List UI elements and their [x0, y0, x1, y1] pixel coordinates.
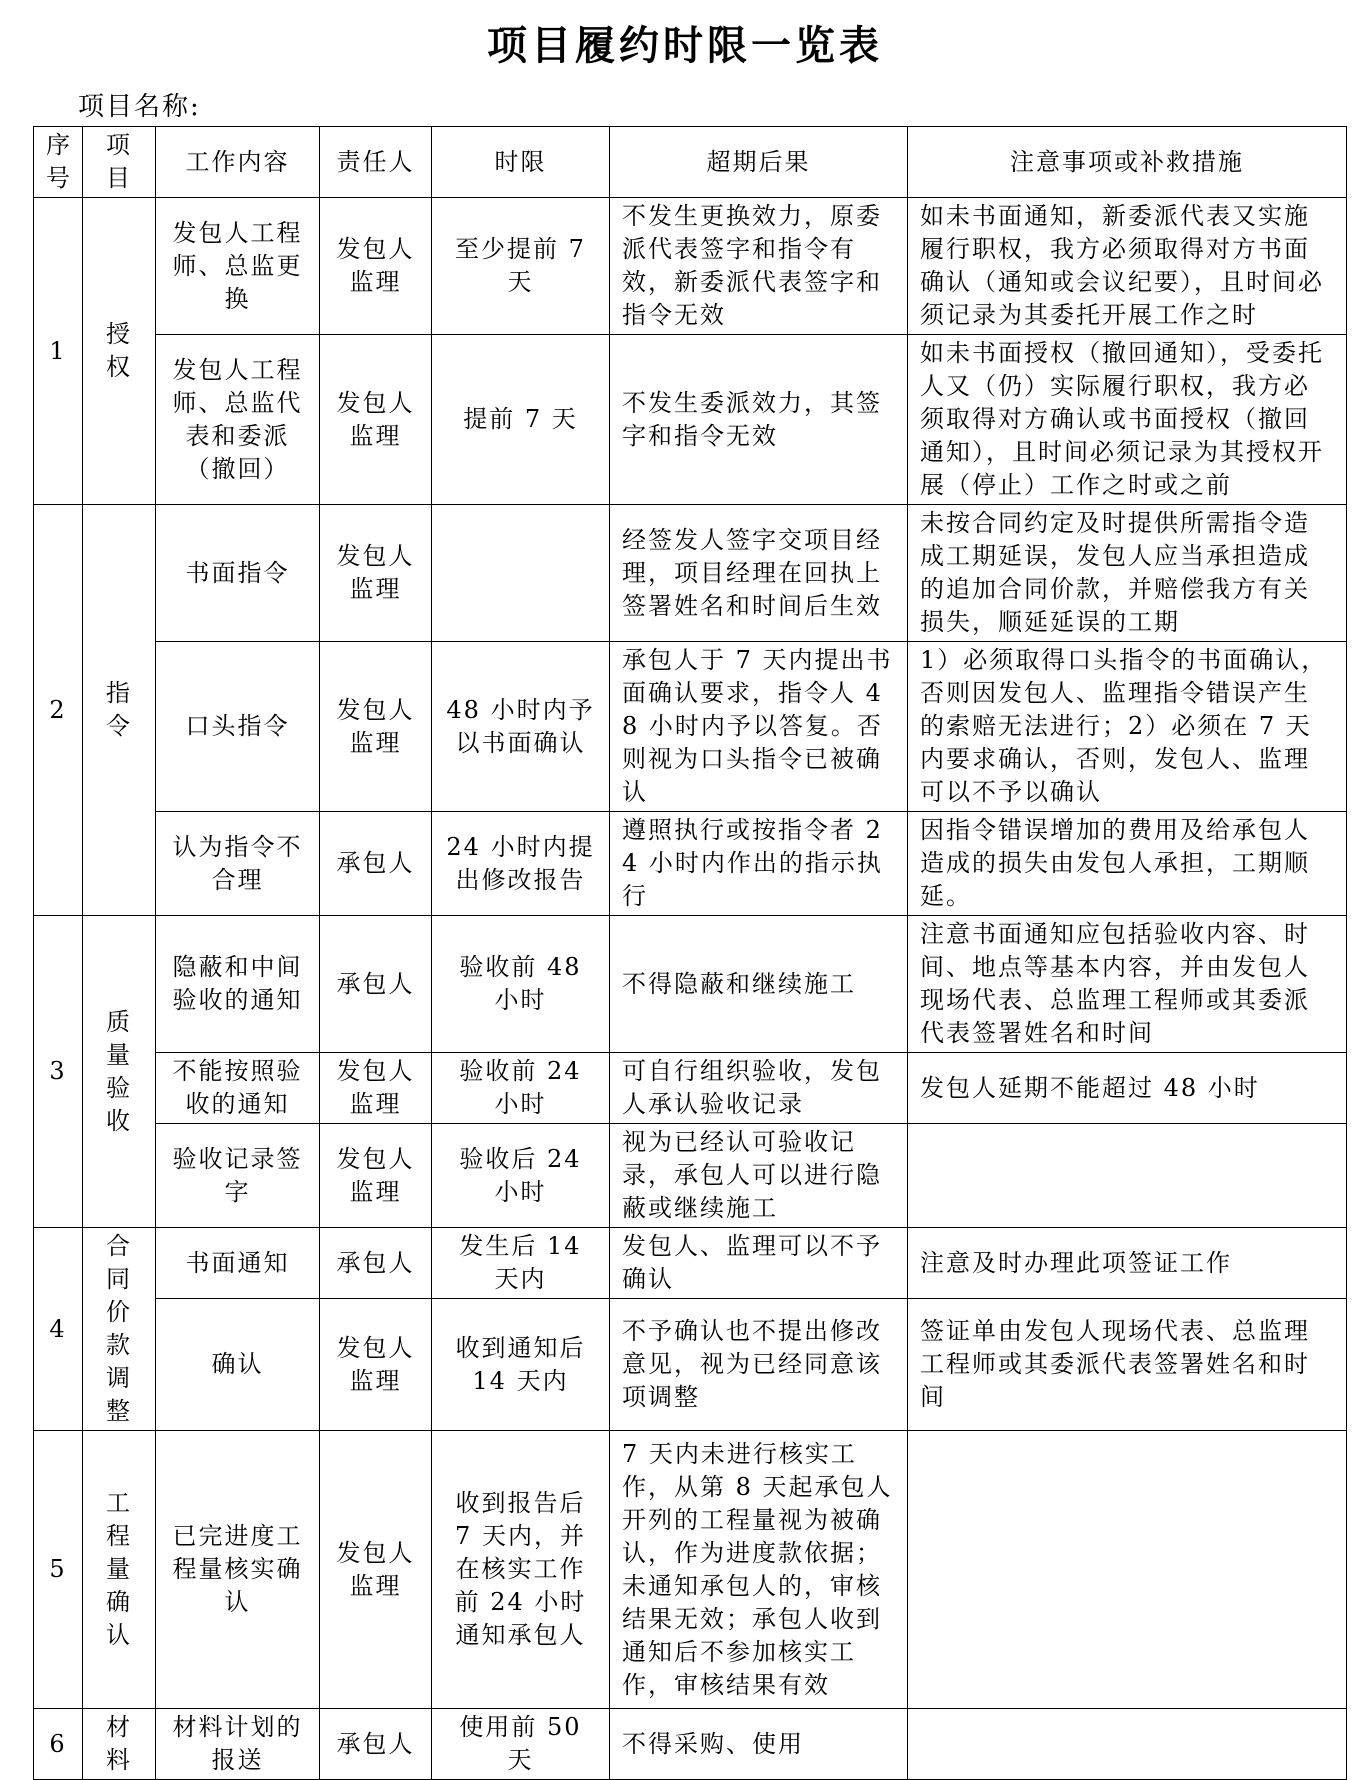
group-seq: 5 — [34, 1431, 83, 1709]
cell-notes: 未按合同约定及时提供所需指令造成工期延误，发包人应当承担造成的追加合同价款，并赔偿我方有关损失，顺延延误的工期 — [908, 505, 1347, 642]
cell-content: 确认 — [156, 1299, 320, 1431]
cell-time-limit: 提前 7 天 — [432, 335, 610, 505]
cell-content: 材料计划的报送 — [156, 1709, 320, 1780]
table-row — [34, 505, 1347, 642]
header-responsible: 责任人 — [320, 127, 432, 198]
cell-notes — [908, 1709, 1347, 1780]
group-seq: 4 — [34, 1228, 83, 1431]
cell-time-limit: 收到报告后 7 天内，并在核实工作前 24 小时通知承包人 — [432, 1431, 610, 1709]
table-row — [34, 1709, 1347, 1780]
cell-responsible: 发包人监理 — [320, 335, 432, 505]
table-row — [34, 1053, 1347, 1124]
group-seq: 6 — [34, 1709, 83, 1780]
cell-time-limit: 验收后 24 小时 — [432, 1124, 610, 1228]
cell-responsible: 发包人监理 — [320, 642, 432, 812]
group-project: 合同价款调整 — [83, 1228, 156, 1431]
header-content: 工作内容 — [156, 127, 320, 198]
table-row — [34, 335, 1347, 505]
table-row — [34, 916, 1347, 1053]
cell-notes — [908, 1431, 1347, 1709]
cell-overdue: 发包人、监理可以不予确认 — [610, 1228, 908, 1299]
cell-overdue: 可自行组织验收，发包人承认验收记录 — [610, 1053, 908, 1124]
cell-time-limit: 48 小时内予以书面确认 — [432, 642, 610, 812]
table-row — [34, 1431, 1347, 1709]
cell-time-limit: 验收前 24 小时 — [432, 1053, 610, 1124]
cell-content: 认为指令不合理 — [156, 812, 320, 916]
cell-notes: 因指令错误增加的费用及给承包人造成的损失由发包人承担，工期顺延。 — [908, 812, 1347, 916]
cell-responsible: 发包人监理 — [320, 198, 432, 335]
cell-responsible: 发包人监理 — [320, 1124, 432, 1228]
group-project: 授权 — [83, 198, 156, 505]
cell-notes: 如未书面通知，新委派代表又实施履行职权，我方必须取得对方书面确认（通知或会议纪要），且时间必须记录为其委托开展工作之时 — [908, 198, 1347, 335]
cell-responsible: 承包人 — [320, 916, 432, 1053]
cell-notes: 如未书面授权（撤回通知），受委托人又（仍）实际履行职权，我方必须取得对方确认或书面授权（撤回通知），且时间必须记录为其授权开展（停止）工作之时或之前 — [908, 335, 1347, 505]
table-row — [34, 198, 1347, 335]
cell-overdue: 遵照执行或按指令者 24 小时内作出的指示执行 — [610, 812, 908, 916]
table-row — [34, 642, 1347, 812]
cell-notes: 1）必须取得口头指令的书面确认，否则因发包人、监理指令错误产生的索赔无法进行；2）必须在 7 天内要求确认，否则，发包人、监理可以不予以确认 — [908, 642, 1347, 812]
cell-content: 隐蔽和中间验收的通知 — [156, 916, 320, 1053]
group-project: 材料 — [83, 1709, 156, 1780]
cell-responsible: 发包人监理 — [320, 505, 432, 642]
cell-notes: 注意及时办理此项签证工作 — [908, 1228, 1347, 1299]
cell-overdue: 经签发人签字交项目经理，项目经理在回执上签署姓名和时间后生效 — [610, 505, 908, 642]
cell-notes — [908, 1124, 1347, 1228]
table-row — [34, 1299, 1347, 1431]
cell-responsible: 发包人监理 — [320, 1053, 432, 1124]
cell-responsible: 承包人 — [320, 1709, 432, 1780]
cell-responsible: 发包人监理 — [320, 1299, 432, 1431]
table-row — [34, 1228, 1347, 1299]
cell-overdue: 不得采购、使用 — [610, 1709, 908, 1780]
cell-overdue: 视为已经认可验收记录，承包人可以进行隐蔽或继续施工 — [610, 1124, 908, 1228]
cell-notes: 注意书面通知应包括验收内容、时间、地点等基本内容，并由发包人现场代表、总监理工程师或其委派代表签署姓名和时间 — [908, 916, 1347, 1053]
cell-time-limit: 发生后 14 天内 — [432, 1228, 610, 1299]
cell-responsible: 承包人 — [320, 812, 432, 916]
cell-responsible: 发包人监理 — [320, 1431, 432, 1709]
cell-overdue: 不发生更换效力，原委派代表签字和指令有效，新委派代表签字和指令无效 — [610, 198, 908, 335]
cell-overdue: 承包人于 7 天内提出书面确认要求，指令人 48 小时内予以答复。否则视为口头指令已被确认 — [610, 642, 908, 812]
cell-time-limit: 至少提前 7 天 — [432, 198, 610, 335]
table-row — [34, 812, 1347, 916]
cell-responsible: 承包人 — [320, 1228, 432, 1299]
cell-time-limit: 收到通知后 14 天内 — [432, 1299, 610, 1431]
header-overdue: 超期后果 — [610, 127, 908, 198]
cell-content: 书面指令 — [156, 505, 320, 642]
deadline-table — [33, 126, 1347, 1780]
group-project: 工程量确认 — [83, 1431, 156, 1709]
header-time-limit: 时限 — [432, 127, 610, 198]
page-title: 项目履约时限一览表 — [487, 22, 883, 69]
cell-content: 口头指令 — [156, 642, 320, 812]
header-row — [34, 127, 1347, 198]
cell-content: 已完进度工程量核实确认 — [156, 1431, 320, 1709]
cell-time-limit: 验收前 48 小时 — [432, 916, 610, 1053]
cell-content: 书面通知 — [156, 1228, 320, 1299]
group-seq: 1 — [34, 198, 83, 505]
header-seq: 序号 — [34, 127, 83, 198]
header-notes: 注意事项或补救措施 — [908, 127, 1347, 198]
group-project: 质量验收 — [83, 916, 156, 1228]
cell-overdue: 不得隐蔽和继续施工 — [610, 916, 908, 1053]
cell-notes: 签证单由发包人现场代表、总监理工程师或其委派代表签署姓名和时间 — [908, 1299, 1347, 1431]
table-row — [34, 1124, 1347, 1228]
cell-notes: 发包人延期不能超过 48 小时 — [908, 1053, 1347, 1124]
group-seq: 2 — [34, 505, 83, 916]
cell-content: 发包人工程师、总监更换 — [156, 198, 320, 335]
header-project: 项目 — [83, 127, 156, 198]
group-seq: 3 — [34, 916, 83, 1228]
cell-time-limit: 24 小时内提出修改报告 — [432, 812, 610, 916]
cell-overdue: 不予确认也不提出修改意见，视为已经同意该项调整 — [610, 1299, 908, 1431]
cell-overdue: 7 天内未进行核实工作，从第 8 天起承包人开列的工程量视为被确认，作为进度款依据；未通知承包人的，审核结果无效；承包人收到通知后不参加核实工作，审核结果有效 — [610, 1431, 908, 1709]
cell-content: 验收记录签字 — [156, 1124, 320, 1228]
cell-time-limit — [432, 505, 610, 642]
cell-content: 发包人工程师、总监代表和委派（撤回） — [156, 335, 320, 505]
cell-overdue: 不发生委派效力，其签字和指令无效 — [610, 335, 908, 505]
cell-content: 不能按照验收的通知 — [156, 1053, 320, 1124]
group-project: 指令 — [83, 505, 156, 916]
project-name-label: 项目名称: — [78, 92, 201, 122]
cell-time-limit: 使用前 50 天 — [432, 1709, 610, 1780]
